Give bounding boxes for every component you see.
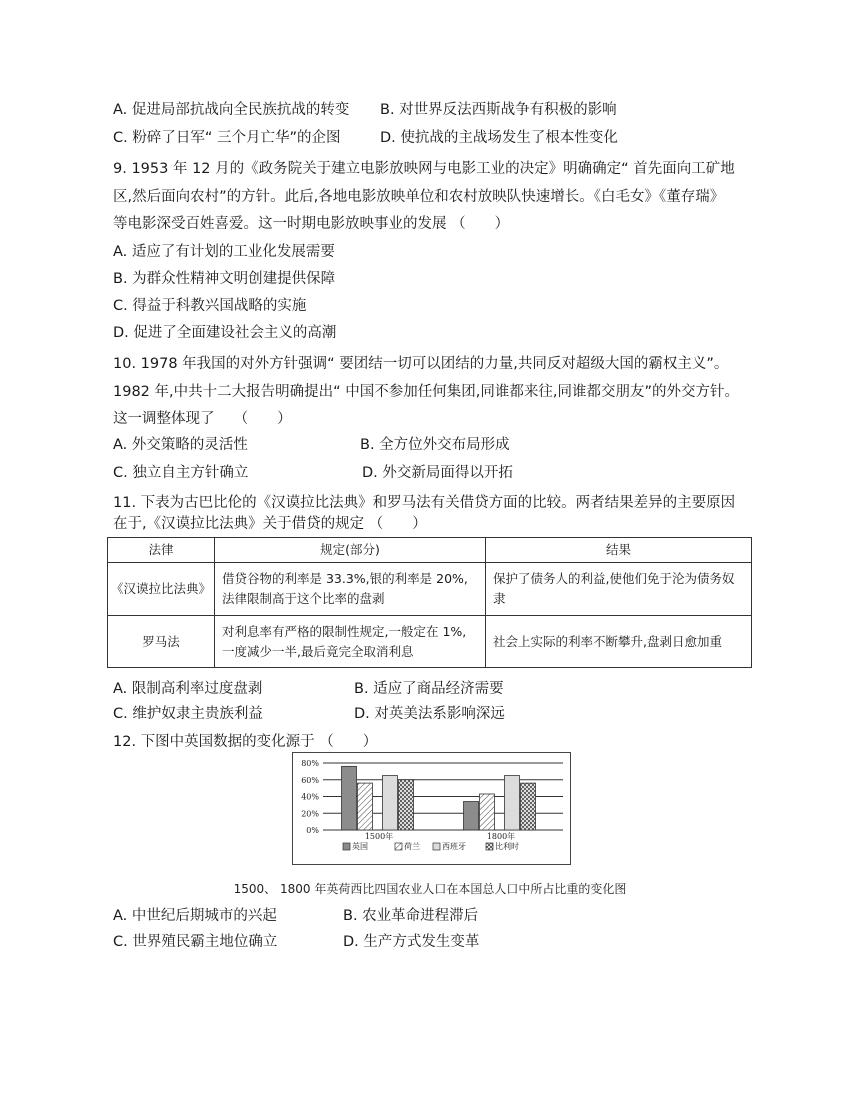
q8-option-b: B. 对世界反法西斯战争有积极的影响	[380, 102, 617, 118]
bar-英国-1500年	[342, 766, 357, 830]
q11-stem-line2: 在于,《汉谟拉比法典》关于借贷的规定 （ ）	[113, 516, 427, 532]
legend-swatch	[433, 843, 440, 850]
q10-stem-line2: 1982 年,中共十二大报告明确提出“ 中国不参加任何集团,同谁都来往,同谁都交朋友”的外交方针。	[113, 384, 739, 400]
q9-option-c: C. 得益于科教兴国战略的实施	[113, 298, 307, 314]
q10-option-b: B. 全方位外交布局形成	[360, 437, 510, 453]
q12-option-d: D. 生产方式发生变革	[343, 934, 480, 950]
bar-荷兰-1500年	[358, 783, 373, 830]
q10-option-d: D. 外交新局面得以开拓	[362, 465, 513, 481]
bar-英国-1800年	[464, 802, 479, 830]
bar-西班牙-1500年	[383, 776, 398, 830]
table-row	[108, 563, 752, 616]
legend-swatch	[395, 843, 402, 850]
law-comparison-table	[107, 537, 752, 668]
table-header-cell: 规定(部分)	[215, 538, 486, 563]
table-header-row	[108, 538, 752, 563]
y-tick-label: 40%	[301, 792, 319, 802]
q11-option-a: A. 限制高利率过度盘剥	[113, 681, 263, 697]
legend-label: 荷兰	[404, 842, 420, 851]
table-cell: 对利息率有严格的限制性规定,一般定在 1%,一度减少一半,最后竟完全取消利息	[215, 616, 486, 668]
table-row	[108, 616, 752, 668]
q9-option-b: B. 为群众性精神文明创建提供保障	[113, 271, 336, 287]
q10-option-a: A. 外交策略的灵活性	[113, 437, 248, 453]
q11-option-b: B. 适应了商品经济需要	[354, 681, 504, 697]
y-tick-label: 20%	[301, 809, 319, 819]
y-tick-label: 0%	[306, 826, 319, 835]
q10-stem-line1: 10. 1978 年我国的对外方针强调“ 要团结一切可以团结的力量,共同反对超级大国的霸权主义”。	[113, 356, 729, 372]
bar-比利时-1500年	[399, 780, 414, 830]
q11-option-d: D. 对英美法系影响深远	[354, 706, 505, 722]
q12-option-c: C. 世界殖民霸主地位确立	[113, 934, 278, 950]
q8-option-c: C. 粉碎了日军“ 三个月亡华”的企图	[113, 130, 341, 146]
bar-chart-svg	[293, 753, 570, 864]
q12-option-a: A. 中世纪后期城市的兴起	[113, 908, 277, 924]
x-tick-label: 1500年	[364, 832, 394, 841]
q12-option-b: B. 农业革命进程滞后	[343, 908, 479, 924]
q8-option-d: D. 使抗战的主战场发生了根本性变化	[380, 130, 618, 146]
bar-西班牙-1800年	[505, 776, 520, 830]
agri-population-chart	[292, 752, 571, 865]
q9-stem-line2: 区,然后面向农村”的方针。此后,各地电影放映单位和农村放映队快速增长。《白毛女》《董存瑞》	[113, 189, 725, 205]
table-header-cell: 结果	[486, 538, 752, 563]
q10-stem-line3: 这一调整体现了 （ ）	[113, 411, 292, 427]
x-tick-label: 1800年	[486, 832, 516, 841]
q9-stem-line1: 9. 1953 年 12 月的《政务院关于建立电影放映网与电影工业的决定》明确确定“ 首先面向工矿地	[113, 161, 735, 177]
chart-caption: 1500、 1800 年英荷西比四国农业人口在本国总人口中所占比重的变化图	[233, 882, 627, 896]
legend-label: 比利时	[495, 842, 519, 851]
table-cell: 罗马法	[108, 616, 215, 668]
q9-stem-line3: 等电影深受百姓喜爱。这一时期电影放映事业的发展 （ ）	[113, 216, 510, 232]
q10-option-c: C. 独立自主方针确立	[113, 465, 249, 481]
table-cell: 保护了债务人的利益,使他们免于沦为债务奴隶	[486, 563, 752, 616]
legend-swatch	[486, 843, 493, 850]
q8-option-a: A. 促进局部抗战向全民族抗战的转变	[113, 102, 350, 118]
q11-stem-line1: 11. 下表为古巴比伦的《汉谟拉比法典》和罗马法有关借贷方面的比较。两者结果差异的主要原因	[113, 495, 736, 511]
table-cell: 社会上实际的利率不断攀升,盘剥日愈加重	[486, 616, 752, 668]
table-cell: 《汉谟拉比法典》	[108, 563, 215, 616]
bar-荷兰-1800年	[480, 794, 495, 830]
q12-stem: 12. 下图中英国数据的变化源于 （ ）	[113, 734, 378, 750]
y-tick-label: 60%	[301, 775, 319, 785]
q9-option-d: D. 促进了全面建设社会主义的高潮	[113, 325, 337, 341]
legend-label: 西班牙	[442, 842, 466, 851]
legend-swatch	[343, 843, 350, 850]
q9-option-a: A. 适应了有计划的工业化发展需要	[113, 244, 335, 260]
y-tick-label: 80%	[301, 759, 319, 768]
q11-option-c: C. 维护奴隶主贵族利益	[113, 706, 263, 722]
bar-比利时-1800年	[521, 783, 536, 830]
table-cell: 借贷谷物的利率是 33.3%,银的利率是 20%,法律限制高于这个比率的盘剥	[215, 563, 486, 616]
table-header-cell: 法律	[108, 538, 215, 563]
legend-label: 英国	[352, 842, 368, 851]
